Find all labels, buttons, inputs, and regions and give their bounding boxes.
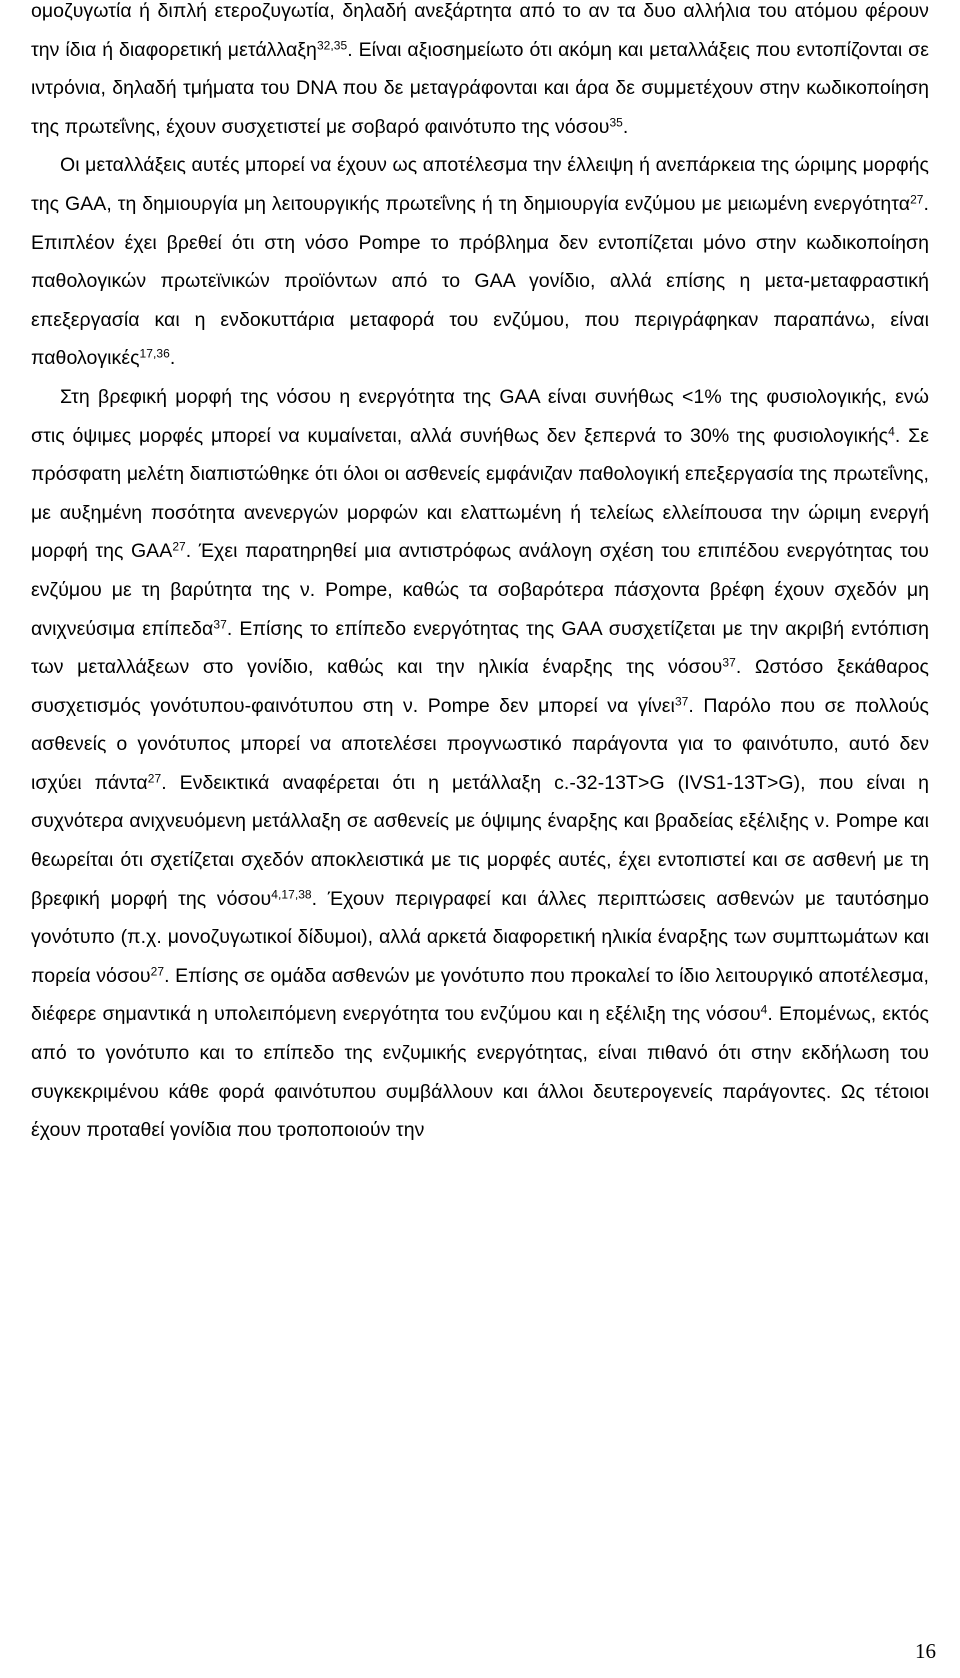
citation-superscript: 27 <box>150 964 165 979</box>
citation-superscript: 37 <box>674 694 689 709</box>
text-segment: . Επιπλέον έχει βρεθεί ότι στη νόσο Pompe το πρόβλημα δεν εντοπίζεται μόνο στην κωδικοποίηση παθολογικών πρωτεϊνικών προϊόντων από το GAA γονίδιο, αλλά επίσης η μετα-μεταφραστική επεξεργασία και η ενδοκυττάρια μεταφορά του ενζύμου, που περιγράφηκαν παραπάνω, είναι παθολογικές <box>31 192 929 370</box>
citation-superscript: 4 <box>760 1002 768 1017</box>
text-segment: . Επίσης το επίπεδο ενεργότητας της GAA συσχετίζεται με την ακριβή εντόπιση των μεταλλάξεων στο γονίδιο, καθώς και την ηλικία έναρξης της νόσου <box>31 617 930 679</box>
text-segment: . Επίσης σε ομάδα ασθενών με γονότυπο που προκαλεί το ίδιο λειτουργικό αποτέλεσμα, διέφερε σημαντικά η υπολειπόμενη ενεργότητα του ενζύμου και η εξέλιξη της νόσου <box>31 964 929 1026</box>
citation-superscript: 32,35 <box>316 38 348 52</box>
text-segment: . Σε πρόσφατη μελέτη διαπιστώθηκε ότι όλοι οι ασθενείς εμφάνιζαν παθολογική επεξεργασία της πρωτεΐνης, με αυξημένη ποσότητα ανενεργών μορφών και ελαττωμένη ή τελείως ελλείπουσα την ώριμη ενεργή μορφή της GAA <box>31 424 929 563</box>
citation-superscript: 27 <box>910 192 924 207</box>
text-segment: . Είναι αξιοσημείωτο ότι ακόμη και μεταλλάξεις που εντοπίζονται σε ιντρόνια, δηλαδή τμήματα του DNA που δε μεταγράφονται και άρα δε συμμετέχουν στην κωδικοποίηση της πρωτεΐνης, έχουν συσχετιστεί με σοβαρό φαινότυπο της νόσου <box>31 38 929 138</box>
citation-superscript: 17,36 <box>139 346 170 361</box>
text-segment: . Παρόλο που σε πολλούς ασθενείς ο γονότυπος μπορεί να αποτελέσει προγνωστικό παράγοντα για το φαινότυπο, αυτό δεν ισχύει πάντα <box>31 694 930 794</box>
text-segment: Στη βρεφική μορφή της νόσου η ενεργότητα της GAA είναι συνήθως <1% της φυσιολογικής, ενώ στις όψιμες μορφές μπορεί να κυμαίνεται, αλλά συνήθως δεν ξεπερνά το 30% της φυσιολογικής <box>31 385 929 447</box>
paragraph-1 <box>31 0 929 146</box>
paragraph-2 <box>31 146 929 378</box>
text-segment: . Επομένως, εκτός από το γονότυπο και το επίπεδο της ενζυμικής ενεργότητας, είναι πιθανό ότι στην εκδήλωση του συγκεκριμένου κάθε φορά φαινότυπου συμβάλλουν και άλλοι δευτερογενείς παράγοντες. Ως τέτοιοι έχουν προταθεί γονίδια που τροποποιούν την <box>31 1003 929 1142</box>
citation-superscript: 4,17,38 <box>271 887 312 902</box>
citation-superscript: 37 <box>722 655 736 670</box>
citation-superscript: 35 <box>609 115 623 130</box>
text-segment: . Ωστόσο ξεκάθαρος συσχετισμός γονότυπου-φαινότυπου στη ν. Pompe δεν μπορεί να γίνει <box>31 656 930 717</box>
text-segment: ομοζυγωτία ή διπλή ετεροζυγωτία, δηλαδή ανεξάρτητα από το αν τα δυο αλλήλια του ατόμου φέρουν την ίδια ή διαφορετική μετάλλαξη <box>31 0 929 61</box>
citation-superscript: 27 <box>172 539 186 554</box>
text-segment: . Έχει παρατηρηθεί μια αντιστρόφως ανάλογη σχέση του επιπέδου ενεργότητας του ενζύμου με τη βαρύτητα της ν. Pompe, καθώς τα σοβαρότερα πάσχοντα βρέφη έχουν σχεδόν μη ανιχνεύσιμα επίπεδα <box>31 540 929 640</box>
text-segment: . <box>622 115 629 138</box>
text-segment: Οι μεταλλάξεις αυτές μπορεί να έχουν ως αποτέλεσμα την έλλειψη ή ανεπάρκεια της ώριμης μορφής της GAA, τη δημιουργία μη λειτουργικής πρωτεΐνης ή τη δημιουργία ενζύμου με μειωμένη ενεργότητα <box>31 154 929 215</box>
document-page <box>31 0 929 1150</box>
text-segment: . <box>169 347 176 370</box>
citation-superscript: 27 <box>147 771 162 786</box>
body-text <box>31 0 929 1150</box>
citation-superscript: 37 <box>213 616 227 631</box>
citation-superscript: 4 <box>888 423 895 438</box>
page-number: 16 <box>915 1639 936 1663</box>
text-segment: . Ενδεικτικά αναφέρεται ότι η μετάλλαξη c.-32-13T>G (IVS1-13T>G), που είναι η συχνότερα ανιχνευόμενη μετάλλαξη σε ασθενείς με όψιμης έναρξης και βραδείας εξέλιξης ν. Pompe και θεωρείται ότι σχετίζεται σχεδόν αποκλειστικά με τις μορφές αυτές, έχει εντοπιστεί και σε ασθενή με τη βρεφική μορφή της νόσου <box>31 771 929 910</box>
paragraph-3 <box>31 378 929 1150</box>
text-segment: . Έχουν περιγραφεί και άλλες περιπτώσεις ασθενών με ταυτόσημο γονότυπο (π.χ. μονοζυγωτικοί δίδυμοι), αλλά αρκετά διαφορετική ηλικία έναρξης των συμπτωμάτων και πορεία νόσου <box>31 887 929 987</box>
